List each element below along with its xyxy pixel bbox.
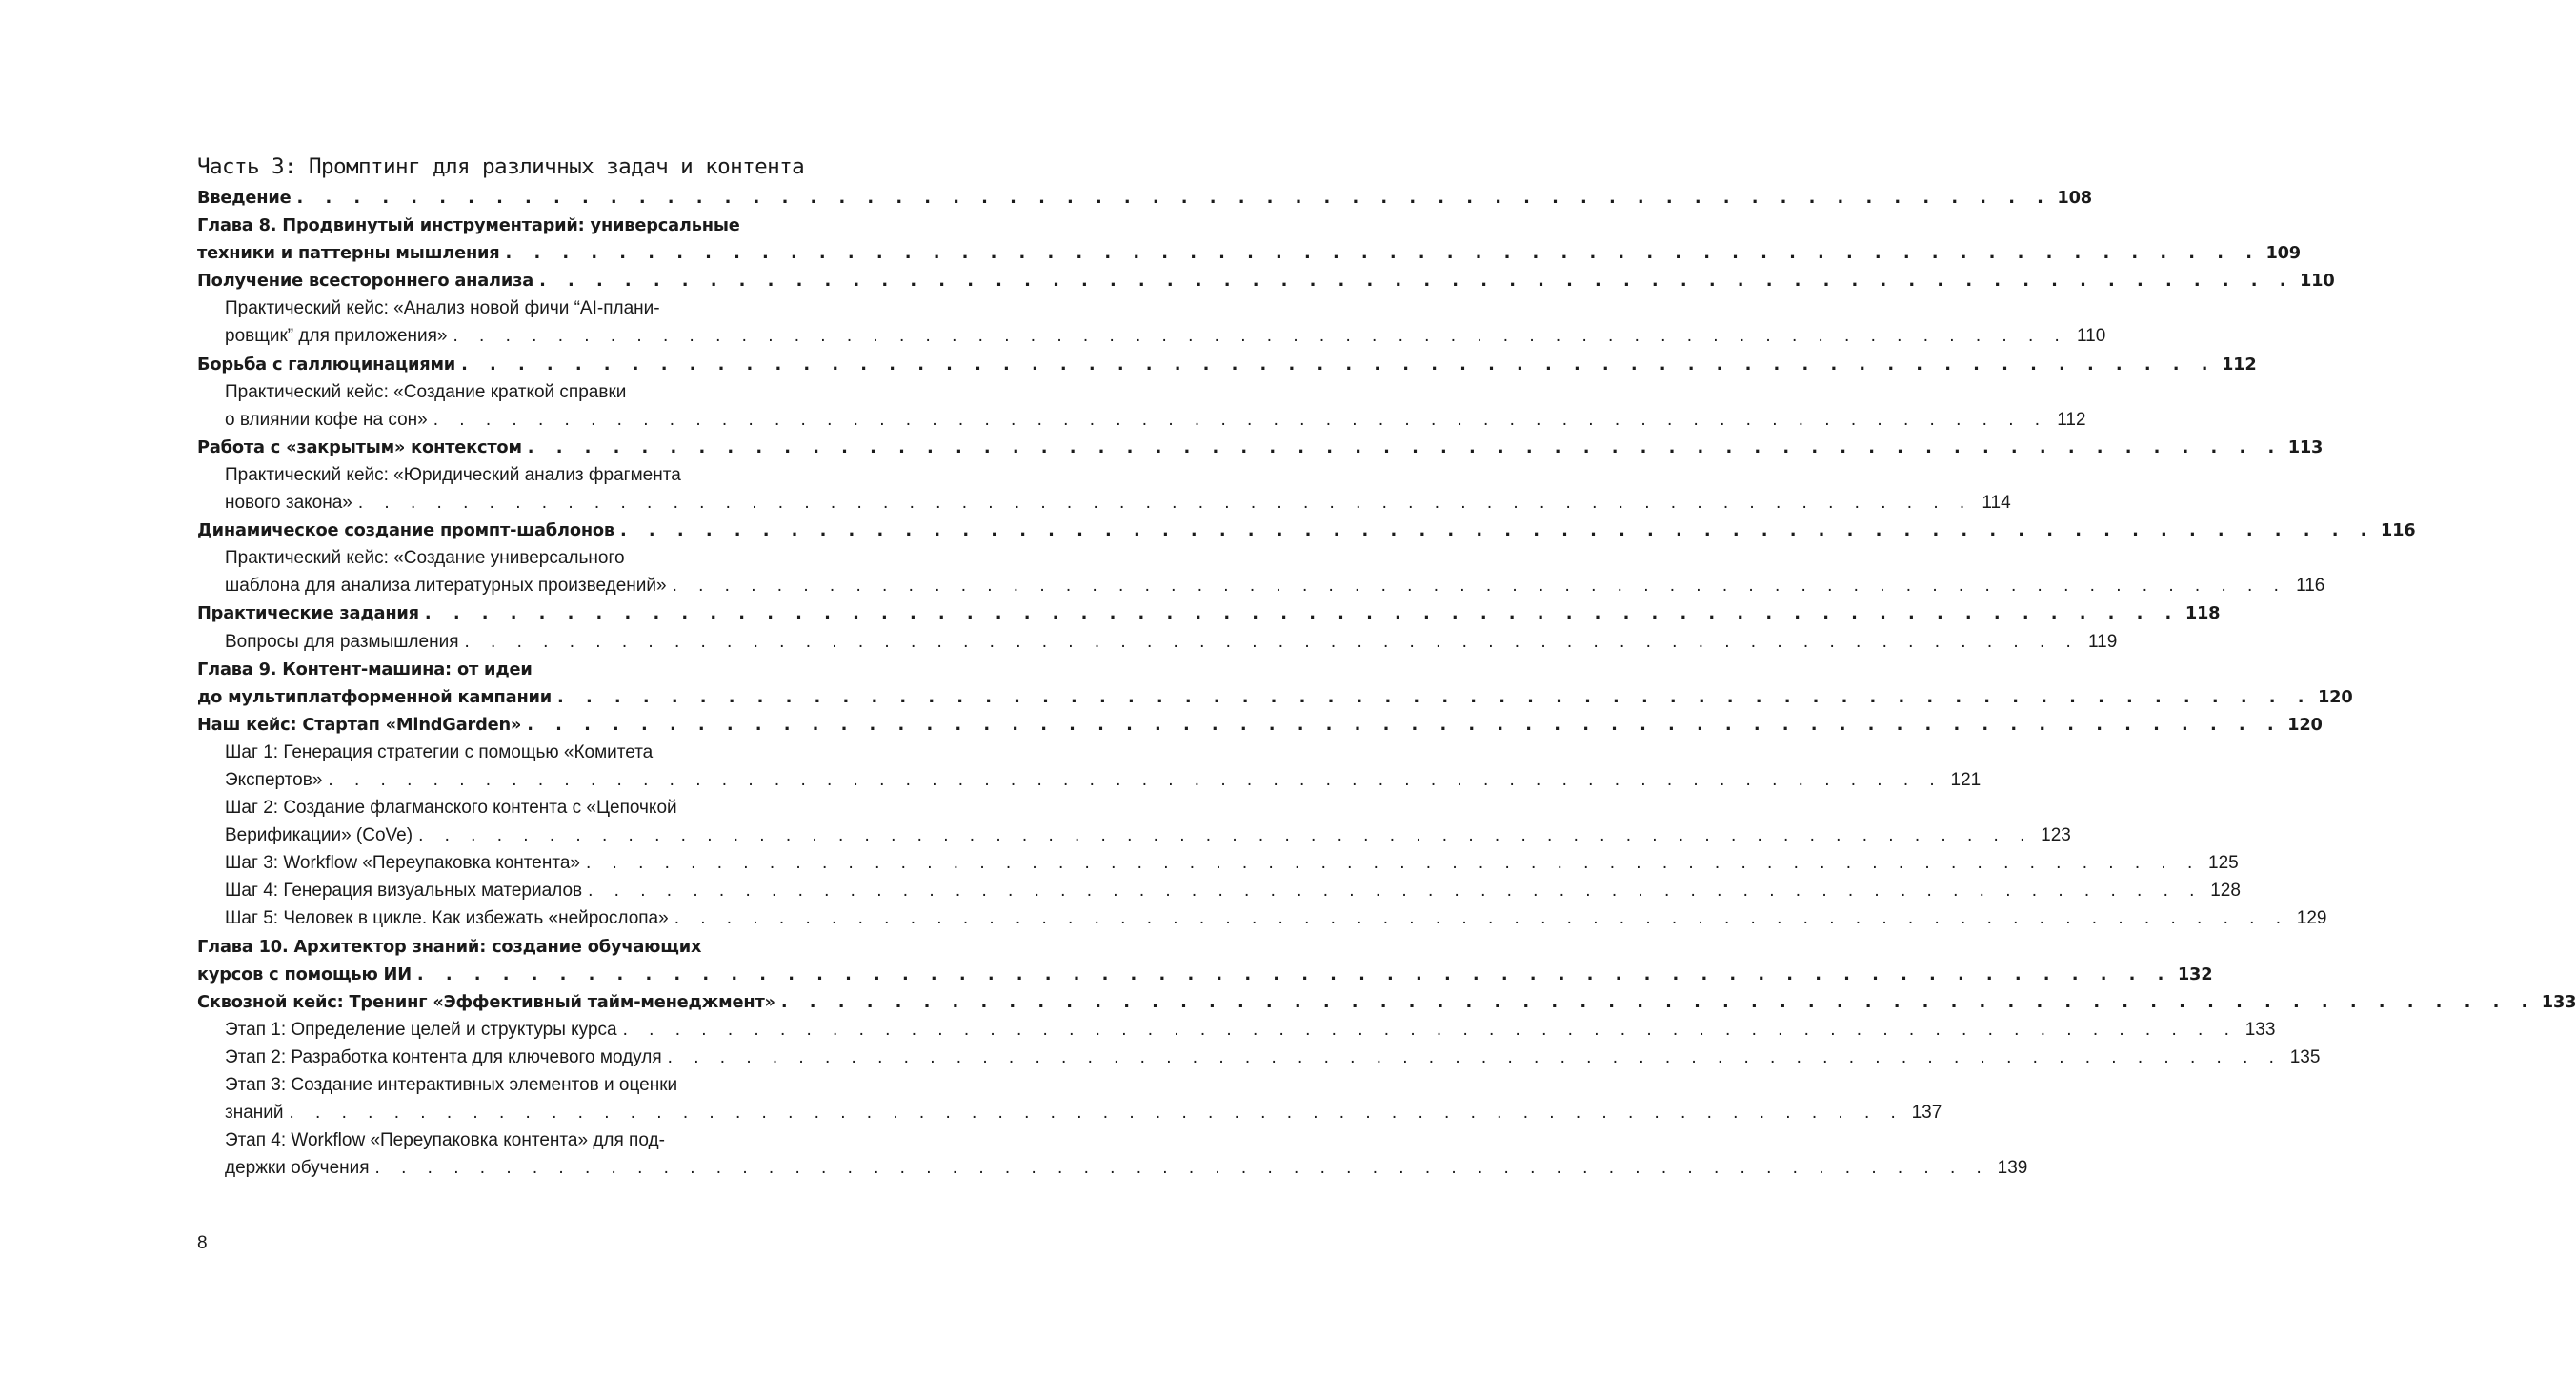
toc-entry-line <box>225 1044 2321 1071</box>
toc-entry <box>197 933 2213 988</box>
dot-leader: . . . . . . . . . . . . . . . . . . . . . . . . . . . . . . . . . . . . . . . . . . . . . . . . . . . . . . . . . . . . . . <box>780 991 2536 1012</box>
dot-leader: . . . . . . . . . . . . . . . . . . . . . . . . . . . . . . . . . . . . . . . . . . . . . . . . . . . . . . . . . . . . . . <box>667 1046 2283 1067</box>
toc-entry <box>197 988 2576 1016</box>
toc-entry-title: нового закона» <box>225 493 352 514</box>
toc-page-number: 139 <box>1997 1158 2028 1179</box>
toc-page-number: 113 <box>2287 436 2324 457</box>
toc-entry-title: Глава 10. Архитектор знаний: создание обучающих <box>197 936 702 957</box>
toc-page-number: 110 <box>2299 271 2335 292</box>
toc-entry-line <box>225 904 2327 932</box>
toc-page-number: 137 <box>1911 1103 1942 1124</box>
toc-entry-line <box>225 821 2071 849</box>
toc-entry-line <box>225 1154 2028 1182</box>
page-number: 8 <box>197 1233 208 1253</box>
toc-page-number: 118 <box>2184 603 2221 624</box>
dot-leader: . . . . . . . . . . . . . . . . . . . . . . . . . . . . . . . . . . . . . . . . . . . . . . . . . . . . . . . . . . . . . . <box>464 631 2080 652</box>
toc-subentry <box>197 461 2011 517</box>
toc-page-number: 129 <box>2296 908 2327 929</box>
toc-page-number: 120 <box>2317 686 2353 707</box>
toc-entry-line <box>225 849 2239 877</box>
toc-entry-title: Получение всестороннего анализа <box>197 271 534 292</box>
toc-entry-title: Практический кейс: «Анализ новой фичи “AI-плани- <box>225 298 660 319</box>
toc-subentry <box>197 904 2327 932</box>
toc-entry-title: шаблона для анализа литературных произведений» <box>225 576 667 597</box>
toc-entry-line <box>197 656 827 683</box>
toc-entry-title: Введение <box>197 188 292 208</box>
toc-entry-title: ровщик” для приложения» <box>225 326 448 347</box>
toc-entry-title: Глава 9. Контент-машина: от идеи <box>197 659 533 679</box>
dot-leader: . . . . . . . . . . . . . . . . . . . . . . . . . . . . . . . . . . . . . . . . . . . . . . . . . . . . . . . . . . . . . . <box>674 908 2289 929</box>
toc-entry-line <box>225 489 2011 517</box>
toc-entry-line <box>197 711 2323 739</box>
toc-page-number: 128 <box>2210 881 2241 902</box>
toc-entry-title: Сквозной кейс: Тренинг «Эффективный тайм-менеджмент» <box>197 991 775 1012</box>
toc-subentry <box>197 739 1982 794</box>
toc-entry-title: Экспертов» <box>225 769 323 790</box>
toc-entry-line <box>197 988 2576 1016</box>
toc-entry-line <box>197 184 2092 212</box>
dot-leader: . . . . . . . . . . . . . . . . . . . . . . . . . . . . . . . . . . . . . . . . . . . . . . . . . . . . . . . . . . . . . . <box>557 686 2312 707</box>
toc-entry-line <box>197 239 2301 267</box>
dot-leader: . . . . . . . . . . . . . . . . . . . . . . . . . . . . . . . . . . . . . . . . . . . . . . . . . . . . . . . . . . . . . . <box>424 603 2180 624</box>
dot-leader: . . . . . . . . . . . . . . . . . . . . . . . . . . . . . . . . . . . . . . . . . . . . . . . . . . . . . . . . . . . . . . <box>622 1019 2238 1040</box>
toc-entry-title: до мультиплатформенной кампании <box>197 686 553 707</box>
toc-entry-title: Практические задания <box>197 603 419 624</box>
toc-page-number: 112 <box>2057 409 2086 430</box>
dot-leader: . . . . . . . . . . . . . . . . . . . . . . . . . . . . . . . . . . . . . . . . . . . . . . . . . . . . . . . . . . . . . . <box>672 576 2287 597</box>
toc-entry-line <box>197 599 2221 627</box>
dot-leader: . . . . . . . . . . . . . . . . . . . . . . . . . . . . . . . . . . . . . . . . . . . . . . . . . . . . . . . . . . . . . . <box>539 271 2294 292</box>
toc-entry-line <box>225 1126 827 1154</box>
toc-page-number: 121 <box>1950 769 1982 790</box>
toc-entry-title: Этап 1: Определение целей и структуры курса <box>225 1019 617 1040</box>
toc-entry-line <box>225 739 827 766</box>
toc-entry-line <box>197 267 2335 294</box>
toc-entry-title: Работа с «закрытым» контекстом <box>197 436 522 457</box>
toc-entry-title: Этап 4: Workflow «Переупаковка контента» для под- <box>225 1130 665 1151</box>
dot-leader: . . . . . . . . . . . . . . . . . . . . . . . . . . . . . . . . . . . . . . . . . . . . . . . . . . . . . . . . . . . . . . <box>289 1103 1904 1124</box>
toc-entry-line <box>225 877 2241 904</box>
toc-entry-line <box>197 434 2324 461</box>
toc-page-number: 132 <box>2177 963 2213 984</box>
toc-entry-line <box>197 351 2257 378</box>
toc-entry <box>197 212 2301 267</box>
toc-subentry <box>197 294 2106 350</box>
toc-entry-line <box>225 1071 827 1099</box>
toc-entry-line <box>197 212 827 239</box>
toc-subentry <box>197 1071 1942 1126</box>
toc-page-number: 114 <box>1982 493 2011 514</box>
toc-entry-line <box>225 572 2325 599</box>
toc-page-number: 110 <box>2077 326 2106 347</box>
toc-subentry <box>197 544 2325 599</box>
dot-leader: . . . . . . . . . . . . . . . . . . . . . . . . . . . . . . . . . . . . . . . . . . . . . . . . . . . . . . . . . . . . . . <box>357 493 1973 514</box>
dot-leader: . . . . . . . . . . . . . . . . . . . . . . . . . . . . . . . . . . . . . . . . . . . . . . . . . . . . . . . . . . . . . . <box>328 769 1943 790</box>
toc-entry-line <box>225 294 827 322</box>
toc-entry-line <box>225 322 2106 350</box>
dot-leader: . . . . . . . . . . . . . . . . . . . . . . . . . . . . . . . . . . . . . . . . . . . . . . . . . . . . . . . . . . . . . . <box>453 326 2068 347</box>
toc-subentry <box>197 849 2239 877</box>
toc-page-number: 133 <box>2244 1019 2276 1040</box>
toc-entry-title: Вопросы для размышления <box>225 631 459 652</box>
toc-page-number: 109 <box>2265 243 2301 264</box>
dot-leader: . . . . . . . . . . . . . . . . . . . . . . . . . . . . . . . . . . . . . . . . . . . . . . . . . . . . . . . . . . . . . . <box>461 354 2216 375</box>
toc-subentry <box>197 378 2086 434</box>
dot-leader: . . . . . . . . . . . . . . . . . . . . . . . . . . . . . . . . . . . . . . . . . . . . . . . . . . . . . . . . . . . . . . <box>296 188 2052 208</box>
toc-page-number: 133 <box>2541 991 2576 1012</box>
table-of-contents <box>197 150 2576 1182</box>
toc-subentry <box>197 877 2241 904</box>
toc-page-number: 112 <box>2222 354 2257 375</box>
toc-entry <box>197 711 2323 739</box>
part-title: Часть 3: Промптинг для различных задач и контента <box>197 154 805 179</box>
toc-page-number: 116 <box>2380 520 2416 541</box>
toc-entry <box>197 267 2335 294</box>
toc-entry-line <box>197 961 2213 988</box>
toc-entry <box>197 184 2092 212</box>
toc-entry-title: техники и паттерны мышления <box>197 243 500 264</box>
toc-entry-line <box>225 378 827 406</box>
dot-leader: . . . . . . . . . . . . . . . . . . . . . . . . . . . . . . . . . . . . . . . . . . . . . . . . . . . . . . . . . . . . . . <box>585 853 2201 874</box>
toc-entries <box>197 184 2576 1182</box>
toc-subentry <box>197 1044 2321 1071</box>
toc-entry-title: Практический кейс: «Создание краткой справки <box>225 381 627 402</box>
dot-leader: . . . . . . . . . . . . . . . . . . . . . . . . . . . . . . . . . . . . . . . . . . . . . . . . . . . . . . . . . . . . . . <box>505 243 2261 264</box>
toc-page-number: 108 <box>2057 188 2092 208</box>
toc-entry-line <box>225 766 1982 794</box>
toc-subentry <box>197 628 2118 656</box>
toc-subentry <box>197 1126 2028 1182</box>
toc-entry <box>197 517 2416 544</box>
toc-entry-line <box>197 517 2416 544</box>
toc-entry-title: Борьба с галлюцинациями <box>197 354 456 375</box>
toc-subentry <box>197 1016 2276 1044</box>
toc-subentry <box>197 794 2071 849</box>
toc-entry-title: Шаг 4: Генерация визуальных материалов <box>225 881 583 902</box>
dot-leader: . . . . . . . . . . . . . . . . . . . . . . . . . . . . . . . . . . . . . . . . . . . . . . . . . . . . . . . . . . . . . . <box>416 963 2172 984</box>
dot-leader: . . . . . . . . . . . . . . . . . . . . . . . . . . . . . . . . . . . . . . . . . . . . . . . . . . . . . . . . . . . . . . <box>433 409 2048 430</box>
toc-entry-title: Глава 8. Продвинутый инструментарий: универсальные <box>197 215 740 236</box>
toc-entry-title: Шаг 2: Создание флагманского контента с «Цепочкой <box>225 798 677 819</box>
toc-entry-title: о влиянии кофе на сон» <box>225 409 428 430</box>
toc-entry-line <box>225 794 827 821</box>
dot-leader: . . . . . . . . . . . . . . . . . . . . . . . . . . . . . . . . . . . . . . . . . . . . . . . . . . . . . . . . . . . . . . <box>588 881 2203 902</box>
toc-entry <box>197 351 2257 378</box>
toc-entry <box>197 656 2353 711</box>
toc-entry-line <box>197 933 827 961</box>
toc-entry-title: знаний <box>225 1103 284 1124</box>
toc-entry-line <box>225 544 827 572</box>
toc-entry <box>197 599 2221 627</box>
toc-entry-title: Этап 2: Разработка контента для ключевого модуля <box>225 1046 662 1067</box>
toc-entry-title: Верификации» (CoVe) <box>225 825 413 846</box>
dot-leader: . . . . . . . . . . . . . . . . . . . . . . . . . . . . . . . . . . . . . . . . . . . . . . . . . . . . . . . . . . . . . . <box>418 825 2033 846</box>
toc-entry-title: Шаг 1: Генерация стратегии с помощью «Комитета <box>225 741 654 762</box>
toc-page-number: 119 <box>2087 631 2118 652</box>
dot-leader: . . . . . . . . . . . . . . . . . . . . . . . . . . . . . . . . . . . . . . . . . . . . . . . . . . . . . . . . . . . . . . <box>527 714 2283 735</box>
toc-page-number: 123 <box>2041 825 2071 846</box>
toc-entry-title: держки обучения <box>225 1158 370 1179</box>
toc-entry-title: Этап 3: Создание интерактивных элементов и оценки <box>225 1075 678 1095</box>
toc-page-number: 120 <box>2287 714 2323 735</box>
toc-page-number: 116 <box>2296 576 2325 597</box>
toc-entry-line <box>225 461 827 489</box>
toc-entry-title: Наш кейс: Стартап «MindGarden» <box>197 714 522 735</box>
dot-leader: . . . . . . . . . . . . . . . . . . . . . . . . . . . . . . . . . . . . . . . . . . . . . . . . . . . . . . . . . . . . . . <box>527 436 2283 457</box>
toc-entry-title: Шаг 3: Workflow «Переупаковка контента» <box>225 853 580 874</box>
toc-entry-line <box>225 1016 2276 1044</box>
toc-entry-title: Шаг 5: Человек в цикле. Как избежать «нейрослопа» <box>225 908 669 929</box>
dot-leader: . . . . . . . . . . . . . . . . . . . . . . . . . . . . . . . . . . . . . . . . . . . . . . . . . . . . . . . . . . . . . . <box>619 520 2375 541</box>
toc-entry-line <box>225 628 2118 656</box>
toc-entry-title: Практический кейс: «Юридический анализ фрагмента <box>225 464 681 485</box>
toc-entry-line <box>225 406 2086 434</box>
dot-leader: . . . . . . . . . . . . . . . . . . . . . . . . . . . . . . . . . . . . . . . . . . . . . . . . . . . . . . . . . . . . . . <box>374 1158 1990 1179</box>
toc-page-number: 135 <box>2289 1046 2321 1067</box>
toc-entry-title: Практический кейс: «Создание универсального <box>225 548 625 569</box>
toc-entry <box>197 434 2324 461</box>
toc-entry-title: Динамическое создание промпт-шаблонов <box>197 520 614 541</box>
toc-entry-title: курсов с помощью ИИ <box>197 963 412 984</box>
toc-page-number: 125 <box>2208 853 2239 874</box>
toc-entry-line <box>197 683 2353 711</box>
toc-entry-line <box>225 1099 1942 1126</box>
